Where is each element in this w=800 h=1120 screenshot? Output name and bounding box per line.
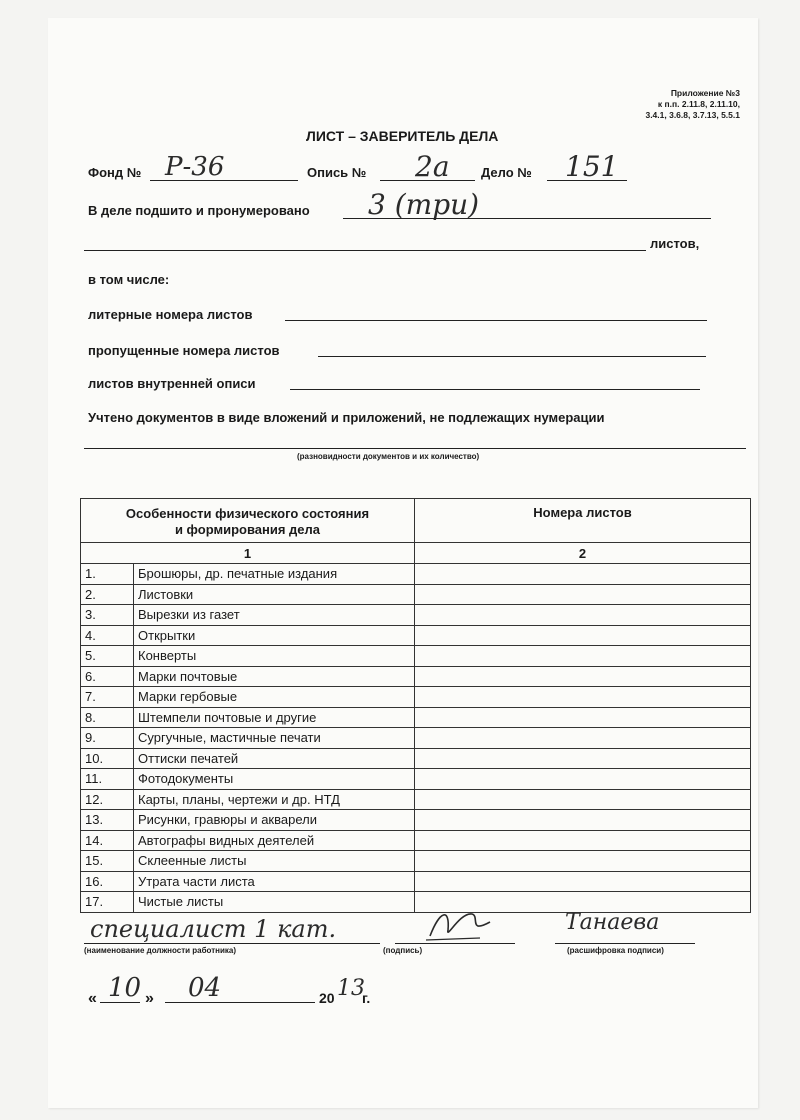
sign-caption: (подпись) <box>383 946 423 955</box>
row-feature: Конверты <box>134 646 415 667</box>
row-number: 1. <box>81 564 134 585</box>
opis-value: 2а <box>415 150 450 183</box>
row-feature: Листовки <box>134 584 415 605</box>
sign-underline <box>395 943 515 944</box>
row-sheets <box>415 830 751 851</box>
name-underline <box>555 943 695 944</box>
row-sheets <box>415 666 751 687</box>
date-year-prefix: 20 <box>319 990 335 1006</box>
name-value: Танаева <box>565 910 660 935</box>
table-row <box>81 707 751 728</box>
table-row <box>81 748 751 769</box>
sewn-underline <box>343 218 711 219</box>
row-number: 14. <box>81 830 134 851</box>
row-number: 5. <box>81 646 134 667</box>
row-sheets <box>415 748 751 769</box>
row-feature: Рисунки, гравюры и акварели <box>134 810 415 831</box>
missed-underline <box>318 356 706 357</box>
date-month-underline <box>165 1002 315 1003</box>
table-row <box>81 728 751 749</box>
table-row <box>81 769 751 790</box>
row-feature: Карты, планы, чертежи и др. НТД <box>134 789 415 810</box>
row-number: 11. <box>81 769 134 790</box>
date-year-suffix: 13 <box>337 976 365 1001</box>
row-sheets <box>415 625 751 646</box>
row-sheets <box>415 851 751 872</box>
name-caption: (расшифровка подписи) <box>567 946 664 955</box>
table-row <box>81 810 751 831</box>
position-underline <box>84 943 380 944</box>
litera-underline <box>285 320 707 321</box>
date-year-end: г. <box>362 990 371 1006</box>
row-sheets <box>415 646 751 667</box>
inner-underline <box>290 389 700 390</box>
row-sheets <box>415 810 751 831</box>
row-number: 2. <box>81 584 134 605</box>
col1-header <box>81 499 415 543</box>
row-sheets <box>415 871 751 892</box>
delo-label: Дело № <box>481 165 532 180</box>
col2-number: 2 <box>415 543 751 564</box>
row-feature: Утрата части листа <box>134 871 415 892</box>
row-feature: Штемпели почтовые и другие <box>134 707 415 728</box>
date-open-quote: « <box>88 990 97 1007</box>
attachments-label: Учтено документов в виде вложений и приложений, не подлежащих нумерации <box>88 410 605 425</box>
row-number: 9. <box>81 728 134 749</box>
row-number: 4. <box>81 625 134 646</box>
sewn-suffix: листов, <box>650 236 700 251</box>
including-label: в том числе: <box>88 272 170 287</box>
table-row <box>81 789 751 810</box>
row-number: 13. <box>81 810 134 831</box>
row-sheets <box>415 728 751 749</box>
row-sheets <box>415 789 751 810</box>
table-row <box>81 851 751 872</box>
row-feature: Вырезки из газет <box>134 605 415 626</box>
row-number: 10. <box>81 748 134 769</box>
table-row <box>81 625 751 646</box>
row-number: 7. <box>81 687 134 708</box>
fond-label: Фонд № <box>88 165 142 180</box>
table-row <box>81 666 751 687</box>
fond-underline <box>150 180 298 181</box>
row-feature: Оттиски печатей <box>134 748 415 769</box>
fond-value: Р-36 <box>165 152 225 182</box>
col1-number: 1 <box>81 543 415 564</box>
document-title: ЛИСТ – ЗАВЕРИТЕЛЬ ДЕЛА <box>306 128 499 144</box>
row-feature: Марки почтовые <box>134 666 415 687</box>
opis-label: Опись № <box>307 165 367 180</box>
table-row <box>81 687 751 708</box>
opis-underline <box>380 180 475 181</box>
table-row <box>81 605 751 626</box>
row-feature: Брошюры, др. печатные издания <box>134 564 415 585</box>
table-row <box>81 564 751 585</box>
appendix-reference <box>600 88 740 121</box>
row-sheets <box>415 769 751 790</box>
table-row <box>81 646 751 667</box>
row-sheets <box>415 584 751 605</box>
row-number: 17. <box>81 892 134 913</box>
date-day-underline <box>100 1002 140 1003</box>
attachments-underline <box>84 448 746 449</box>
row-number: 16. <box>81 871 134 892</box>
litera-label: литерные номера листов <box>88 307 253 322</box>
row-feature: Открытки <box>134 625 415 646</box>
delo-value: 151 <box>565 150 619 183</box>
missed-label: пропущенные номера листов <box>88 343 280 358</box>
row-sheets <box>415 564 751 585</box>
row-number: 15. <box>81 851 134 872</box>
row-number: 6. <box>81 666 134 687</box>
table-number-row <box>81 543 751 564</box>
table-row <box>81 830 751 851</box>
row-feature: Склеенные листы <box>134 851 415 872</box>
delo-underline <box>547 180 627 181</box>
physical-condition-table <box>80 498 751 913</box>
row-number: 3. <box>81 605 134 626</box>
sewn-underline-2 <box>84 250 646 251</box>
table-row <box>81 892 751 913</box>
signature-scribble <box>420 900 500 948</box>
col1-header-line-1: Особенности физического состояния <box>125 506 370 521</box>
sewn-label: В деле подшито и пронумеровано <box>88 203 310 218</box>
row-sheets <box>415 687 751 708</box>
row-feature: Сургучные, мастичные печати <box>134 728 415 749</box>
row-feature: Автографы видных деятелей <box>134 830 415 851</box>
date-month: 04 <box>188 973 222 1003</box>
attachments-caption: (разновидности документов и их количество) <box>297 452 480 461</box>
table-row <box>81 584 751 605</box>
row-number: 12. <box>81 789 134 810</box>
date-day: 10 <box>108 973 142 1003</box>
row-number: 8. <box>81 707 134 728</box>
table-header-row <box>81 499 751 543</box>
date-close-quote: » <box>145 990 154 1007</box>
position-value: специалист 1 кат. <box>90 915 337 943</box>
sewn-value: 3 (три) <box>368 188 480 221</box>
appendix-line-1: Приложение №3 <box>670 88 740 98</box>
row-feature: Фотодокументы <box>134 769 415 790</box>
inner-label: листов внутренней описи <box>88 376 256 391</box>
row-sheets <box>415 605 751 626</box>
row-feature: Марки гербовые <box>134 687 415 708</box>
col1-header-line-2: и формирования дела <box>174 522 321 537</box>
appendix-line-3: 3.4.1, 3.6.8, 3.7.13, 5.5.1 <box>645 110 740 120</box>
col2-header: Номера листов <box>415 499 751 543</box>
appendix-line-2: к п.п. 2.11.8, 2.11.10, <box>657 99 740 109</box>
row-feature: Чистые листы <box>134 892 415 913</box>
row-sheets <box>415 707 751 728</box>
table-row <box>81 871 751 892</box>
position-caption: (наименование должности работника) <box>84 946 237 955</box>
